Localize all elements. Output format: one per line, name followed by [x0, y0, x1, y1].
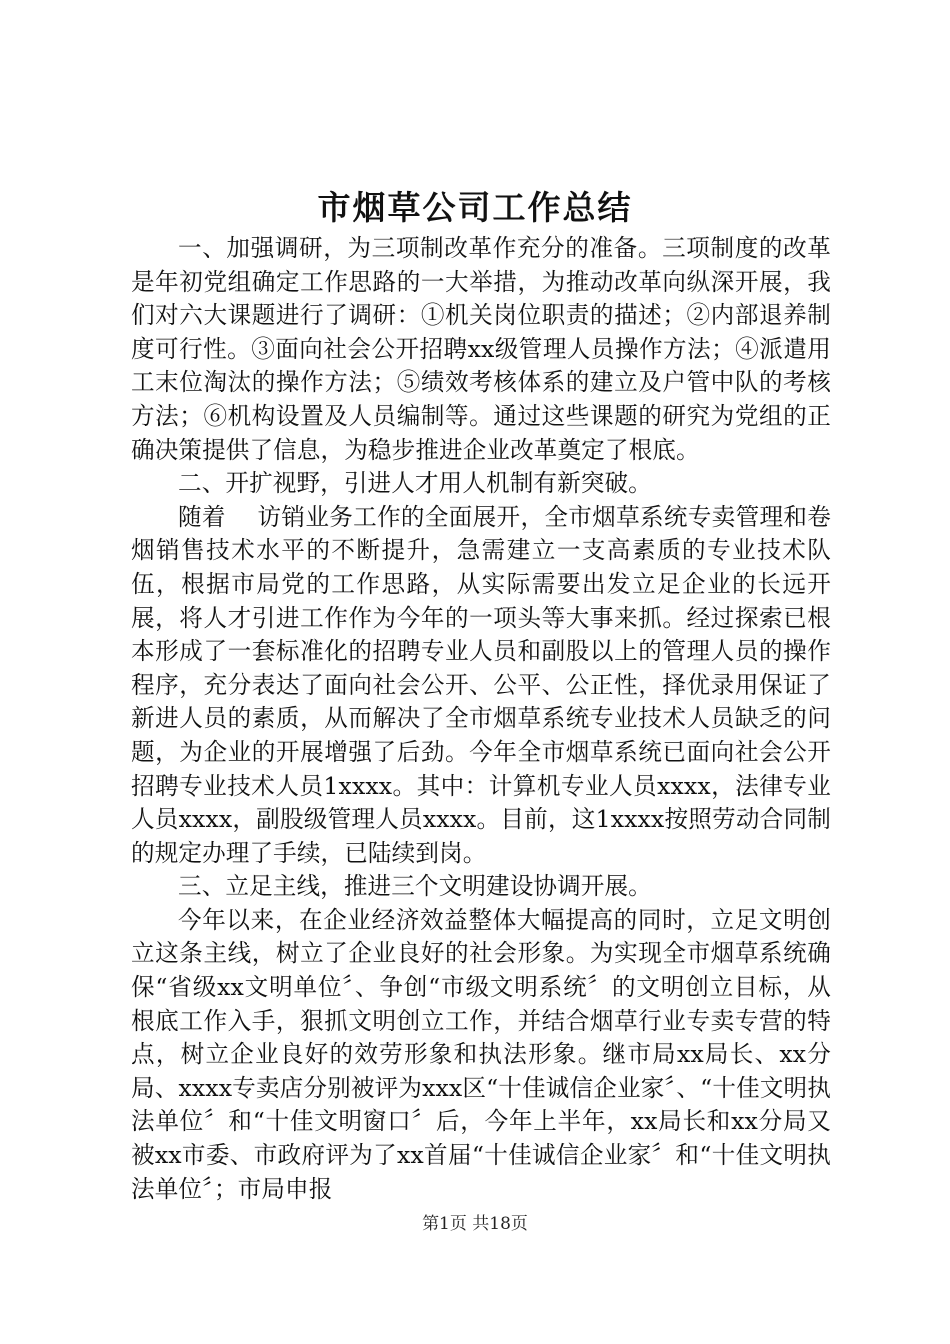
paragraph-1: 一、加强调研，为三项制改革作充分的准备。三项制度的改革是年初党组确定工作思路的一大举措，为推动改革向纵深开展，我们对六大课题进行了调研：①机关岗位职责的描述；②内部退养制度可行性。③面向社会公开招聘xx级管理人员操作方法；④派遣用工末位淘汰的操作方法；⑤绩效考核体系的建立及户管中队的考核方法；⑥机构设置及人员编制等。通过这些课题的研究为党组的正确决策提供了信息，为稳步推进企业改革奠定了根底。 [131, 234, 831, 464]
paragraph-5: 今年以来，在企业经济效益整体大幅提高的同时，立足文明创立这条主线，树立了企业良好的社会形象。为实现全市烟草系统确保“省级xx文明单位〞、争创“市级文明系统〞的文明创立目标，从根底工作入手，狠抓文明创立工作，并结合烟草行业专卖专营的特点，树立企业良好的效劳形象和执法形象。继市局xx局长、xx分局、xxxx专卖店分别被评为xxx区“十佳诚信企业家〞、“十佳文明执法单位〞和“十佳文明窗口〞后，今年上半年，xx局长和xx分局又被xx市委、市政府评为了xx首届“十佳诚信企业家〞和“十佳文明执法单位〞；市局申报 [131, 905, 831, 1203]
page-number-footer: 第1页 共18页 [422, 1214, 528, 1234]
document-title: 市烟草公司工作总结 [317, 188, 633, 227]
paragraph-2-heading: 二、开扩视野，引进人才用人机制有新突破。 [178, 469, 652, 498]
document-body [131, 232, 831, 1206]
paragraph-4-heading: 三、立足主线，推进三个文明建设协调开展。 [178, 872, 652, 901]
paragraph-3: 随着 访销业务工作的全面展开，全市烟草系统专卖管理和卷烟销售技术水平的不断提升，急需建立一支高素质的专业技术队伍，根据市局党的工作思路，从实际需要出发立足企业的长远开展，将人才引进工作作为今年的一项头等大事来抓。经过探索已根本形成了一套标准化的招聘专业人员和副股以上的管理人员的操作程序，充分表达了面向社会公开、公平、公正性，择优录用保证了新进人员的素质，从而解决了全市烟草系统专业技术人员缺乏的问题，为企业的开展增强了后劲。今年全市烟草系统已面向社会公开招聘专业技术人员1xxxx。其中：计算机专业人员xxxx，法律专业人员xxxx，副股级管理人员xxxx。目前，这1xxxx按照劳动合同制的规定办理了手续，已陆续到岗。 [131, 502, 831, 867]
